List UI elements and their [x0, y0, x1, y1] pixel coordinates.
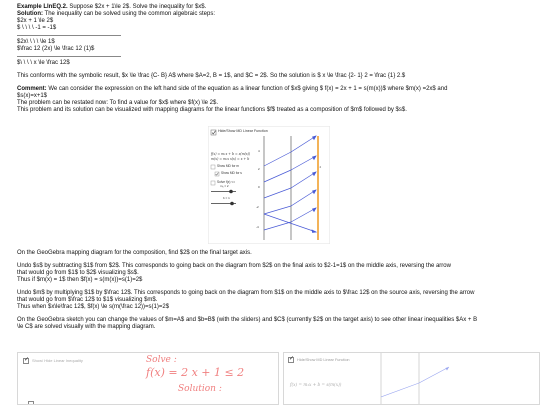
comment-line: The problem can be restated now: To find a value for $x$ where $f(x) \le 2$.: [17, 100, 218, 107]
axis-tick: -2: [256, 205, 259, 209]
slider-b-handle[interactable]: [230, 202, 234, 206]
md-checkbox-label-2: Hide/Show MD Linear Function: [297, 358, 350, 362]
show-md-s-label: Show MD for s: [221, 171, 242, 175]
comment-line: This problem and its solution can be visualized with mapping diagrams for the linear functions $f$ treated as a composition of $m$ followed by $s$.: [17, 107, 407, 114]
solve-label: Solve f(x) <=: [217, 180, 236, 184]
undo-s-paragraph: Thus if $m(x) = 1$ then $f(x) = s(m(x))=s(1)=2$: [17, 277, 143, 284]
md-checkbox-label: Hide/Show MD Linear Function: [218, 129, 268, 133]
show-hide-inequality-checkbox[interactable]: [23, 358, 29, 364]
second-checkbox[interactable]: [28, 401, 34, 405]
axis-tick: 4: [258, 149, 260, 153]
s-arrow: [419, 367, 449, 383]
comment-line: $s(x)=x+1$: [17, 93, 48, 100]
comment-text: We can consider the expression on the left hand side of the equation as a linear function of $x$ giving $ f(x) = 2x + 1 = s(m(x))$ where $m(x) =2x$ and: [46, 86, 448, 93]
solve-checkbox[interactable]: [211, 181, 215, 185]
inequality-applet[interactable]: [17, 352, 279, 405]
step-line: $ \ \ \ \ -1 = -1$: [17, 25, 57, 32]
solution-title: Solution :: [178, 384, 222, 394]
target-tick: 2: [319, 165, 322, 169]
step-line: $\frac 12 (2x) \le \frac 12 (1)$: [17, 46, 95, 53]
step-line: $\ \ \ \ x \le \frac 12$: [17, 60, 70, 67]
geogebra-paragraph: On the GeoGebra mapping diagram for the composition, find $2$ on the final target axis.: [17, 250, 252, 257]
mapping-diagram-svg-2: [284, 353, 540, 405]
axis-tick: -4: [256, 225, 259, 229]
mapping-diagram-applet-2[interactable]: [283, 352, 540, 405]
solution-line: [17, 11, 537, 18]
axis-tick: 2: [258, 167, 260, 171]
example-statement: Suppose $2x + 1\le 2$. Solve the inequality for $x$.: [67, 4, 207, 10]
undo-s-paragraph: Undo $s$ by subtracting $1$ from $2$. This corresponds to going back on the diagram from $2$ on the final axis to $2-1=1$ on the middle axis, reversing the arrow: [17, 263, 451, 270]
formula-f: f(x) = m₁x + b = s(m(x)): [211, 152, 251, 156]
solution-text: The inequality can be solved using the common algebraic steps:: [43, 11, 215, 18]
conforms-paragraph: This conforms with the symbolic result, $x \le \frac {C- B} A$ where $A=2, B = 1$, and $C = 2$. So the solution is $ x \le \frac {2- 1} 2 = \frac {1} 2.$: [17, 73, 406, 80]
axis-tick: 0: [258, 185, 260, 189]
mapping-diagram-applet[interactable]: [208, 126, 330, 244]
divider: [17, 56, 121, 57]
solution-label: Solution:: [17, 11, 43, 18]
divider: [17, 35, 121, 36]
inequality-equation: f(x) = 2 x + 1 ≤ 2: [146, 366, 245, 379]
undo-s-paragraph: that would go from $1$ to $2$ visualizing $s$.: [17, 270, 139, 277]
example-heading: Example LInEQ.2.: [17, 4, 68, 10]
sketch-paragraph: On the GeoGebra sketch you can change the values of $m=A$ and $b=B$ (with the sliders) and $C$ (currently $2$ on the target axis) to see other linear inequalities $Ax + B: [17, 317, 478, 324]
formula-ms: m(x) = m₁x s(x) = x + b: [211, 157, 250, 161]
slider-m-handle[interactable]: [229, 190, 233, 194]
example-line: [17, 4, 537, 11]
sketch-paragraph: \le C$ are solved visually with the mapping diagram.: [17, 324, 156, 331]
show-md-m-checkbox[interactable]: [211, 165, 215, 169]
slider-b-label: b = 1: [223, 196, 230, 200]
m-arrow: [381, 383, 419, 397]
step-line: $2x\ \ \ \ \le 1$: [17, 39, 55, 46]
comment-line: [17, 86, 537, 93]
arrowhead-icon: [446, 367, 450, 371]
solve-sub: m₁ = 2: [220, 184, 229, 188]
show-hide-inequality-label: Show/ Hide Linear Inequality: [32, 358, 83, 363]
solve-title: Solve :: [146, 355, 177, 365]
undo-m-paragraph: that would go from $\frac 12$ to $1$ visualizing $m$.: [17, 297, 158, 304]
step-line: $2x + 1 \le 2$: [17, 18, 54, 25]
formula-f-2: f(x) = m₁x + b = s(m(x)): [290, 382, 342, 387]
undo-m-paragraph: Thus when $x\le\frac 12$, $f(x) \le s(m(\frac 12))=s(1)=2$: [17, 304, 170, 311]
show-md-m-label: Show MD for m: [217, 164, 239, 168]
undo-m-paragraph: Undo $m$ by multiplying $1$ by $\frac 12$. This corresponds to going back on the diagram from $1$ on the middle axis to $\frac 12$ on the source axis, reversing the arrow: [17, 290, 475, 297]
comment-label: Comment:: [17, 86, 47, 93]
